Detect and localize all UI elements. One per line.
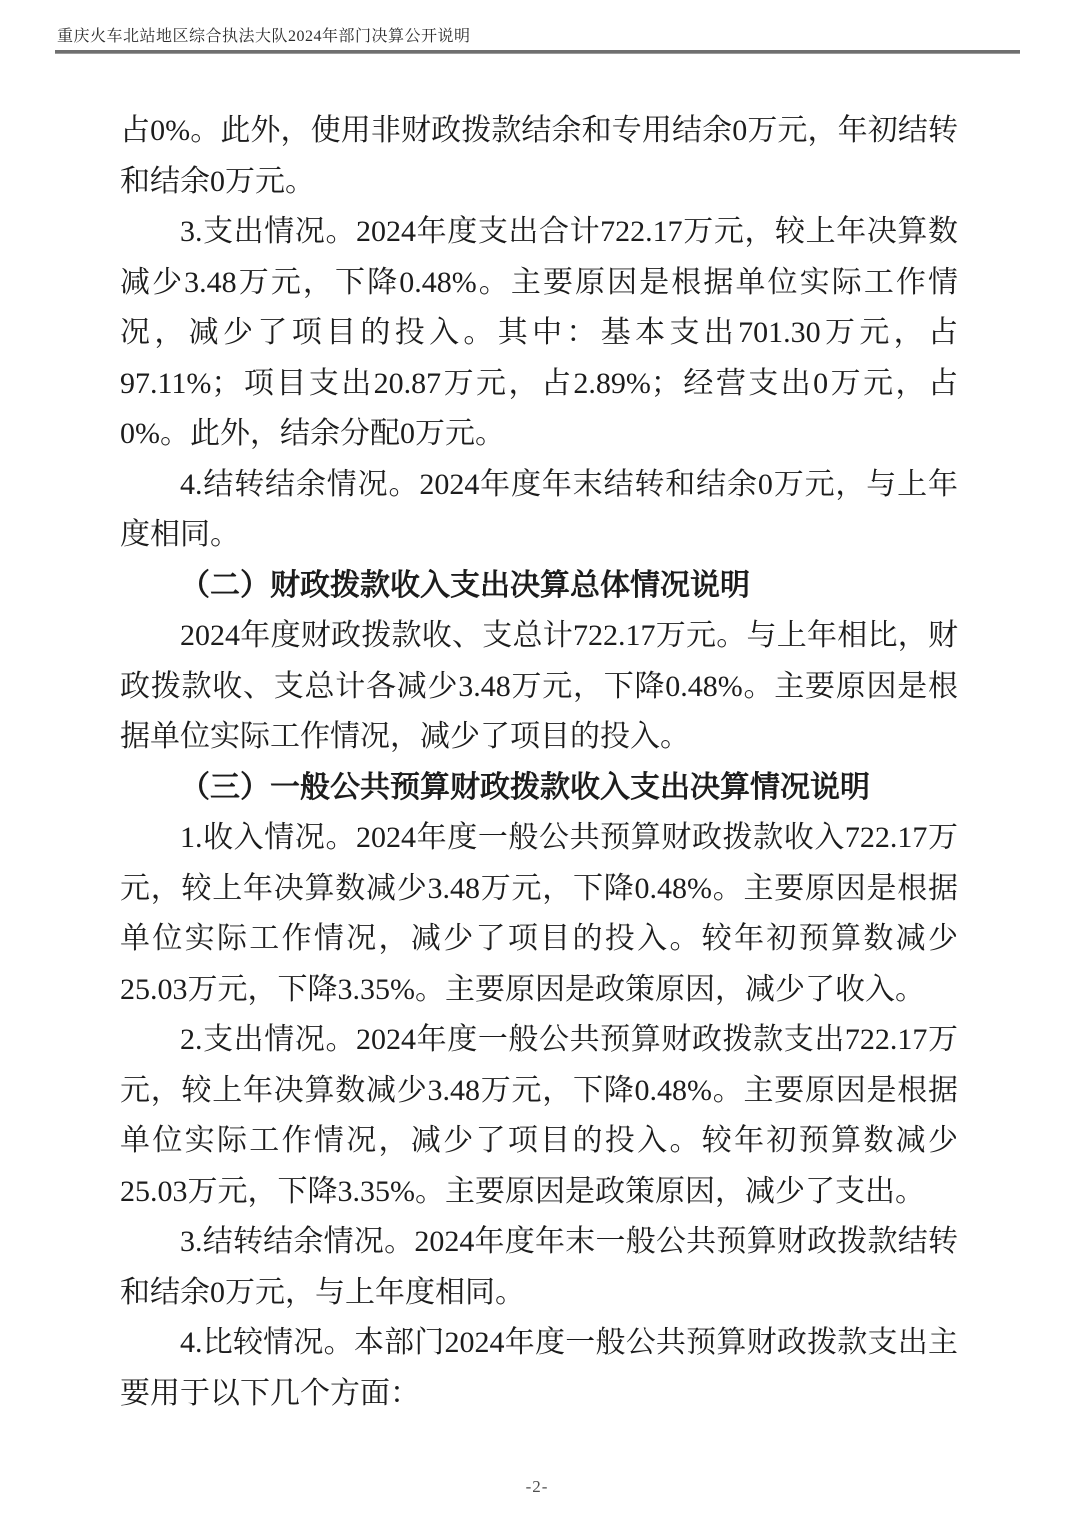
- document-body: [120, 106, 958, 1419]
- paragraph: 2024年度财政拨款收、支总计722.17万元。与上年相比，财政拨款收、支总计各减少3.48万元，下降0.48%。主要原因是根据单位实际工作情况，减少了项目的投入。: [120, 619, 958, 753]
- section-heading: （三）一般公共预算财政拨款收入支出决算情况说明: [180, 770, 870, 804]
- page-footer: [0, 1477, 1074, 1497]
- page-header-title: 重庆火车北站地区综合执法大队2024年部门决算公开说明: [57, 28, 471, 45]
- paragraph: 3.支出情况。2024年度支出合计722.17万元，较上年决算数减少3.48万元，下降0.48%。主要原因是根据单位实际工作情况，减少了项目的投入。其中：基本支出701.30万元，占97.11%；项目支出20.87万元，占2.89%；经营支出0万元，占0%。此外，结余分配0万元。: [120, 215, 958, 450]
- paragraph: 1.收入情况。2024年度一般公共预算财政拨款收入722.17万元，较上年决算数减少3.48万元，下降0.48%。主要原因是根据单位实际工作情况，减少了项目的投入。较年初预算数减少25.03万元，下降3.35%。主要原因是政策原因，减少了收入。: [120, 821, 958, 1006]
- page-number: -2-: [525, 1477, 549, 1496]
- paragraph: 4.结转结余情况。2024年度年末结转和结余0万元，与上年度相同。: [120, 467, 958, 551]
- header-divider-rule: [55, 50, 1020, 54]
- paragraph: 3.结转结余情况。2024年度年末一般公共预算财政拨款结转和结余0万元，与上年度相同。: [120, 1225, 958, 1309]
- paragraph: 占0%。此外，使用非财政拨款结余和专用结余0万元，年初结转和结余0万元。: [120, 114, 958, 198]
- paragraph: 4.比较情况。本部门2024年度一般公共预算财政拨款支出主要用于以下几个方面：: [120, 1326, 958, 1410]
- section-heading: （二）财政拨款收入支出决算总体情况说明: [180, 568, 750, 602]
- paragraph: 2.支出情况。2024年度一般公共预算财政拨款支出722.17万元，较上年决算数减少3.48万元，下降0.48%。主要原因是根据单位实际工作情况，减少了项目的投入。较年初预算数减少25.03万元，下降3.35%。主要原因是政策原因，减少了支出。: [120, 1023, 958, 1208]
